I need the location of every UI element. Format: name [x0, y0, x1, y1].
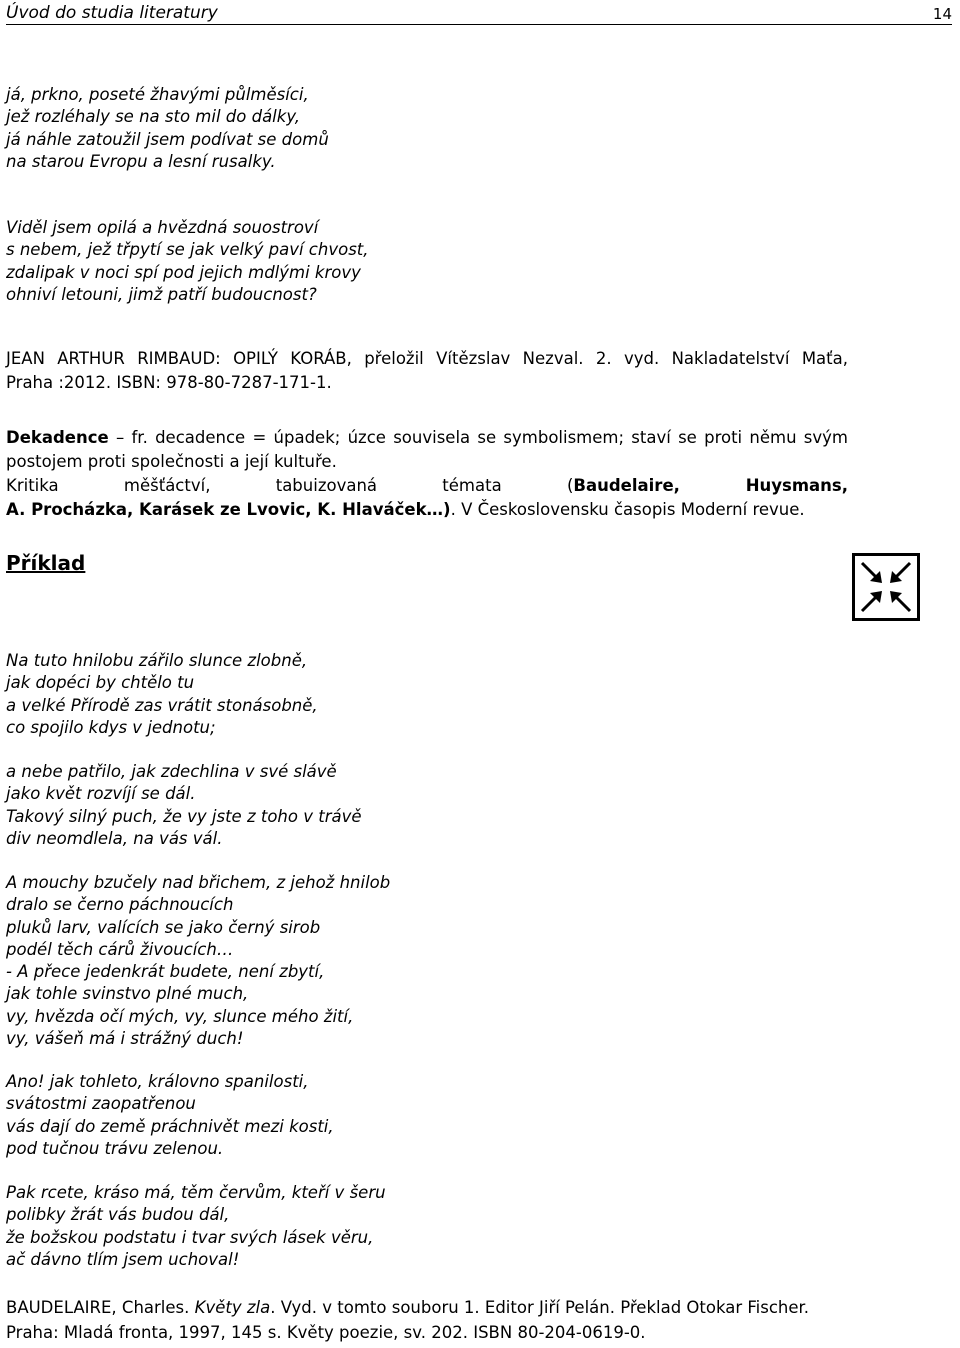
poem-line: vy, vášeň má i strážný duch!	[6, 1029, 244, 1049]
poem-line: div neomdlela, na vás vál.	[6, 828, 223, 848]
header-title: Úvod do studia literatury	[6, 3, 218, 23]
poem-line: svátostmi zaopatřenou	[6, 1094, 196, 1114]
dekadence-text-2: . V Československu časopis Moderní revue.	[450, 500, 805, 519]
poem-line: ač dávno tlím jsem uchoval!	[6, 1249, 240, 1269]
poem2-stanza-4	[6, 1071, 334, 1160]
poem-line: jež rozléhaly se na sto mil do dálky,	[6, 107, 301, 127]
dekadence-line-4	[6, 498, 848, 522]
citation-line: Praha :2012. ISBN: 978-80-7287-171-1.	[6, 373, 332, 392]
poem-line: Viděl jsem opilá a hvězdná souostroví	[6, 218, 319, 237]
poem-line: s nebem, jež třpytí se jak velký paví chvost,	[6, 240, 369, 260]
example-heading: Příklad	[6, 551, 86, 575]
dekadence-paragraph	[6, 426, 848, 522]
poem1-stanza-1	[6, 84, 329, 173]
citation-rimbaud	[6, 347, 848, 395]
dekadence-line-2: postojem proti společnosti a její kultuře.	[6, 452, 337, 471]
citation-work-title: Květy zla	[194, 1298, 271, 1317]
poem-line: pluků larv, valících se jako černý sirob	[6, 917, 321, 937]
dekadence-line-3	[6, 474, 848, 498]
poem-line: vy, hvězda očí mých, vy, slunce mého žití,	[6, 1006, 354, 1026]
poem-line: a velké Přírodě zas vrátit stonásobně,	[6, 695, 318, 715]
dekadence-term: Dekadence	[6, 428, 109, 447]
poem-line: Ano! jak tohleto, královno spanilosti,	[6, 1072, 309, 1091]
citation-line	[6, 1295, 809, 1320]
poem2-stanza-3	[6, 872, 390, 1050]
poem-line: vás dají do země práchnivět mezi kosti,	[6, 1116, 334, 1136]
poem-line: A mouchy bzučely nad břichem, z jehož hnilob	[6, 873, 391, 892]
poem-line: jak dopéci by chtělo tu	[6, 673, 195, 693]
citation-details: . Vyd. v tomto souboru 1. Editor Jiří Pelán. Překlad Otokar Fischer.	[270, 1298, 810, 1317]
poem-line: Na tuto hnilobu zářilo slunce zlobně,	[6, 651, 308, 670]
poem-line: zdalipak v noci spí pod jejich mdlými krovy	[6, 262, 361, 282]
dekadence-text: Kritika měšťáctví, tabuizovaná témata (	[6, 476, 574, 495]
dekadence-authors: Baudelaire, Huysmans,	[573, 476, 848, 495]
poem-line: a nebe patřilo, jak zdechlina v své slávě	[6, 762, 337, 781]
dekadence-authors-2: A. Procházka, Karásek ze Lvovic, K. Hlaváček…)	[6, 500, 451, 519]
poem1-stanza-2	[6, 217, 369, 306]
poem-line: podél těch cárů živoucích…	[6, 939, 234, 959]
poem2-stanza-2	[6, 761, 362, 850]
citation-author: BAUDELAIRE, Charles.	[6, 1298, 195, 1317]
poem-line: Pak rcete, kráso má, těm červům, kteří v šeru	[6, 1183, 386, 1202]
poem-line: jak tohle svinstvo plné much,	[6, 984, 249, 1004]
arrows-inward-icon	[852, 553, 920, 621]
citation-baudelaire	[6, 1295, 809, 1345]
poem-line: já, prkno, poseté žhavými půlměsíci,	[6, 85, 309, 104]
poem-line: dralo se černo páchnoucích	[6, 895, 234, 915]
poem-line: já náhle zatoužil jsem podívat se domů	[6, 129, 329, 149]
poem-line: pod tučnou trávu zelenou.	[6, 1138, 224, 1158]
poem-line: co spojilo kdys v jednotu;	[6, 717, 216, 737]
poem-line: na starou Evropu a lesní rusalky.	[6, 151, 276, 171]
poem-line: že božskou podstatu i tvar svých lásek věru,	[6, 1227, 374, 1247]
poem2-stanza-1	[6, 650, 318, 739]
poem-line: polibky žrát vás budou dál,	[6, 1205, 230, 1225]
poem-line: jako květ rozvíjí se dál.	[6, 784, 196, 804]
citation-line: Praha: Mladá fronta, 1997, 145 s. Květy poezie, sv. 202. ISBN 80-204-0619-0.	[6, 1323, 646, 1342]
dekadence-definition: – fr. decadence = úpadek; úzce souvisela se symbolismem; staví se proti němu svým	[108, 428, 848, 447]
poem-line: ohniví letouni, jimž patří budoucnost?	[6, 284, 317, 304]
poem2-stanza-5	[6, 1182, 386, 1271]
page-header	[6, 2, 952, 25]
poem-line: - A přece jedenkrát budete, není zbytí,	[6, 962, 325, 982]
page-number: 14	[932, 5, 952, 23]
citation-line: JEAN ARTHUR RIMBAUD: OPILÝ KORÁB, přeložil Vítězslav Nezval. 2. vyd. Nakladatelství Maťa,	[6, 349, 848, 368]
dekadence-line-1	[6, 426, 848, 450]
poem-line: Takový silný puch, že vy jste z toho v trávě	[6, 806, 362, 826]
